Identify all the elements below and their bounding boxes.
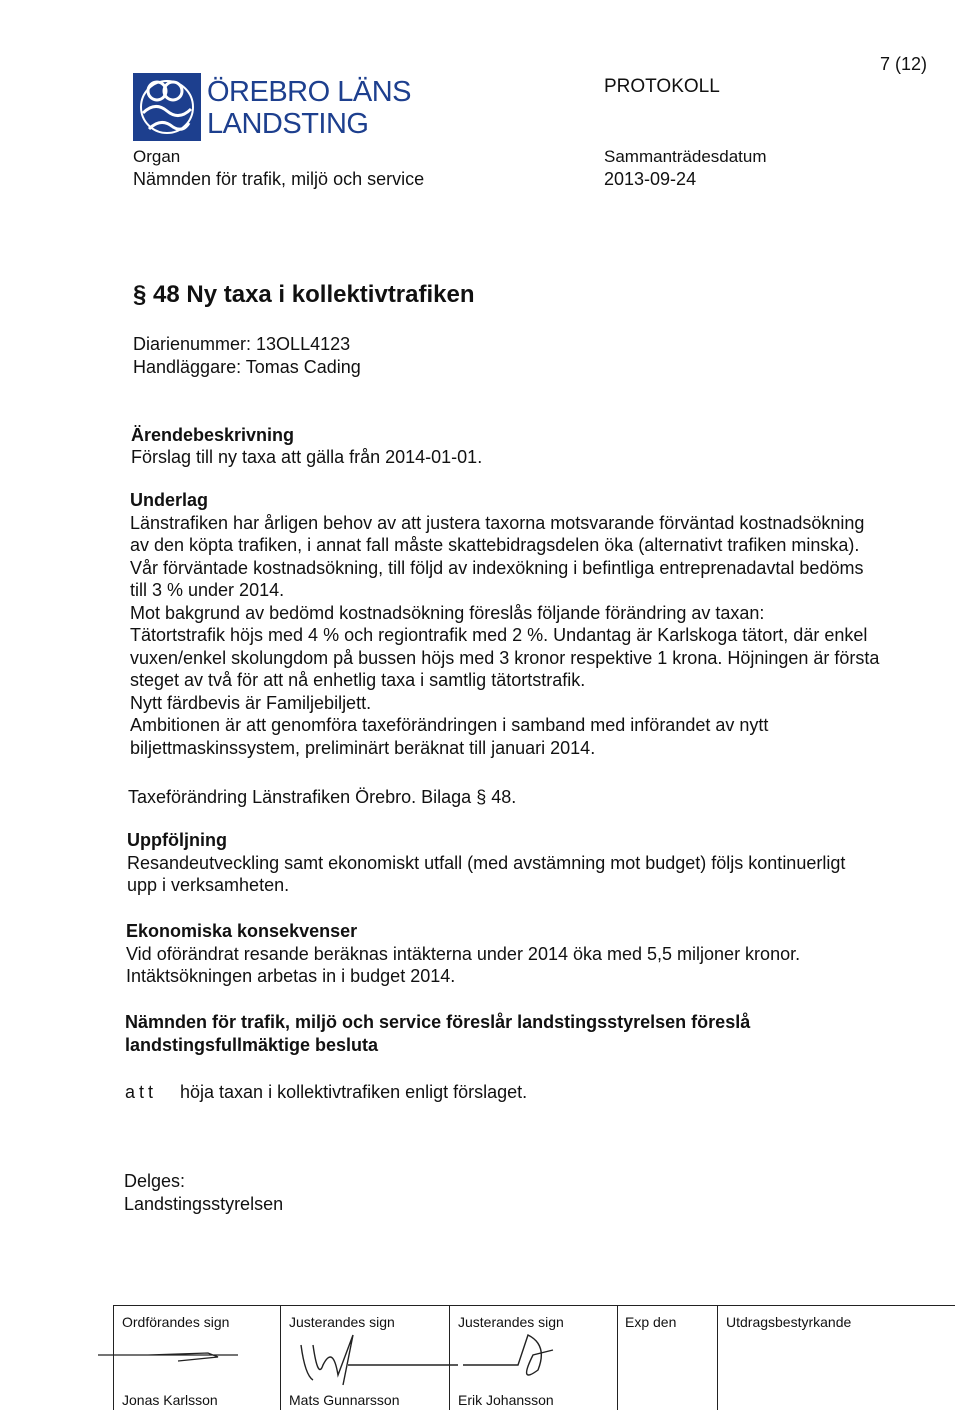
att-text: höja taxan i kollektivtrafiken enligt förslaget. bbox=[180, 1082, 528, 1102]
diarienummer: Diarienummer: 13OLL4123 bbox=[133, 334, 351, 354]
underlag-line: vuxen/enkel skolungdom på bussen höjs med 3 kronor respektive 1 krona. Höjningen är första bbox=[130, 647, 880, 668]
sig-name-justerande-1: Mats Gunnarsson bbox=[289, 1392, 400, 1408]
sig-name-ordforande: Jonas Karlsson bbox=[122, 1392, 218, 1408]
signature-mats-gunnarsson bbox=[293, 1325, 463, 1395]
handlaggare: Handläggare: Tomas Cading bbox=[133, 357, 361, 377]
underlag-line: Ambitionen är att genomföra taxeförändringen i samband med införandet av nytt bbox=[130, 715, 769, 735]
underlag-line: Nytt färdbevis är Familjebiljett. bbox=[130, 692, 372, 713]
underlag-line: Vår förväntade kostnadsökning, till följd av indexökning i befintliga entreprenadavtal bedöms bbox=[130, 557, 864, 578]
organ-value: Nämnden för trafik, miljö och service bbox=[133, 169, 425, 189]
sig-header-justerande-1: Justerandes sign bbox=[289, 1314, 395, 1330]
underlag-section bbox=[130, 489, 950, 759]
uppfoljning-heading: Uppföljning bbox=[127, 830, 227, 850]
underlag-line: biljettmaskinssystem, preliminärt beräknat till januari 2014. bbox=[130, 737, 596, 758]
landsting-logo-icon bbox=[133, 73, 201, 141]
sig-header-utdragsbestyrkande: Utdragsbestyrkande bbox=[726, 1314, 852, 1330]
uppfoljning-line: Resandeutveckling samt ekonomiskt utfall (med avstämning mot budget) följs kontinuerligt bbox=[127, 852, 846, 873]
underlag-line: av den köpta trafiken, i annat fall måste skattebidragsdelen öka (alternativt trafiken minska). bbox=[130, 535, 860, 555]
organ-label: Organ bbox=[133, 147, 181, 166]
forslag-line: landstingsfullmäktige besluta bbox=[125, 1034, 379, 1055]
page-number: 7 (12) bbox=[880, 54, 928, 74]
ekonomiska-line: Vid oförändrat resande beräknas intäkterna under 2014 öka med 5,5 miljoner kronor. bbox=[126, 943, 801, 964]
forslag-line: Nämnden för trafik, miljö och service föreslår landstingsstyrelsen föreslå bbox=[125, 1012, 751, 1032]
ekonomiska-heading: Ekonomiska konsekvenser bbox=[126, 921, 358, 941]
ekonomiska-section bbox=[126, 920, 946, 988]
doc-type: PROTOKOLL bbox=[604, 76, 720, 97]
logo-wordmark bbox=[207, 76, 411, 140]
logo-line-2: LANDSTING bbox=[207, 108, 369, 140]
underlag-line: steget av två för att nå enhetlig taxa i samtlig tätortstrafik. bbox=[130, 670, 586, 690]
sig-header-exp-den: Exp den bbox=[625, 1314, 677, 1330]
arendebeskrivning-text: Förslag till ny taxa att gälla från 2014-01-01. bbox=[131, 447, 483, 467]
underlag-heading: Underlag bbox=[130, 490, 209, 510]
uppfoljning-section bbox=[127, 829, 947, 897]
delges-value: Landstingsstyrelsen bbox=[124, 1194, 284, 1214]
att-label: att bbox=[125, 1082, 158, 1102]
logo-line-1: ÖREBRO LÄNS bbox=[207, 76, 411, 108]
underlag-line: Länstrafiken har årligen behov av att justera taxorna motsvarande förväntad kostnadsökning bbox=[130, 512, 865, 533]
signature-erik-johansson bbox=[458, 1325, 568, 1395]
att-clause bbox=[125, 1081, 527, 1104]
delges-label: Delges: bbox=[124, 1171, 186, 1191]
arendebeskrivning-heading: Ärendebeskrivning bbox=[131, 425, 295, 445]
date-label: Sammanträdesdatum bbox=[604, 147, 767, 166]
sig-name-justerande-2: Erik Johansson bbox=[458, 1392, 554, 1408]
uppfoljning-line: upp i verksamheten. bbox=[127, 875, 290, 895]
bilaga-reference: Taxeförändring Länstrafiken Örebro. Bilaga § 48. bbox=[128, 787, 517, 807]
ekonomiska-line: Intäktsökningen arbetas in i budget 2014. bbox=[126, 966, 456, 986]
forslag-section bbox=[125, 1011, 945, 1056]
signature-jonas-karlsson bbox=[88, 1335, 288, 1385]
underlag-line: till 3 % under 2014. bbox=[130, 580, 285, 600]
sig-header-justerande-2: Justerandes sign bbox=[458, 1314, 564, 1330]
date-value: 2013-09-24 bbox=[604, 169, 697, 189]
page-title: § 48 Ny taxa i kollektivtrafiken bbox=[133, 281, 475, 308]
signature-table bbox=[113, 1305, 955, 1410]
underlag-line: Tätortstrafik höjs med 4 % och regiontrafik med 2 %. Undantag är Karlskoga tätort, där enkel bbox=[130, 625, 868, 645]
underlag-line: Mot bakgrund av bedömd kostnadsökning föreslås följande förändring av taxan: bbox=[130, 602, 765, 623]
sig-header-ordforande: Ordförandes sign bbox=[122, 1314, 230, 1330]
